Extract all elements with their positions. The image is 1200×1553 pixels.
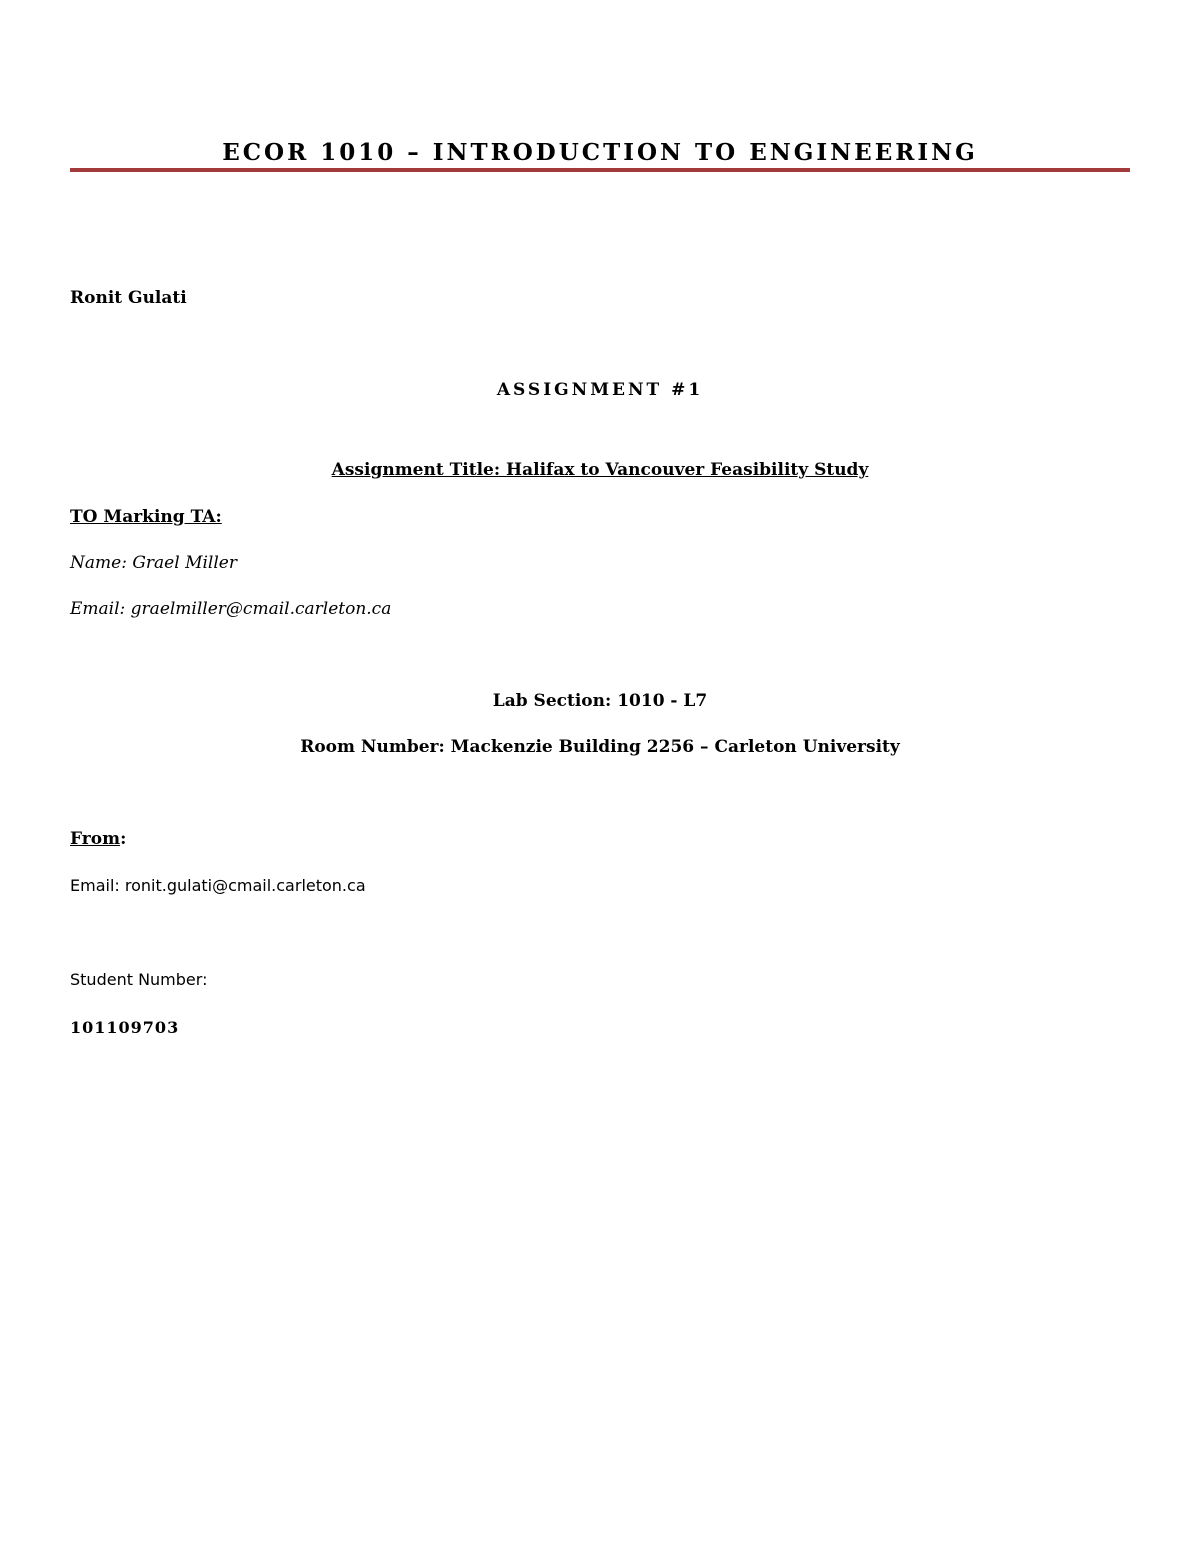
lab-section: Lab Section: 1010 - L7 (492, 691, 708, 711)
author-name: Ronit Gulati (70, 288, 187, 308)
assignment-title: Assignment Title: Halifax to Vancouver Feasibility Study (331, 460, 869, 480)
from-heading-line (70, 827, 126, 851)
student-number-label: Student Number: (70, 970, 208, 989)
assignment-label: ASSIGNMENT #1 (496, 380, 704, 400)
course-title: ECOR 1010 – INTRODUCTION TO ENGINEERING (222, 139, 978, 166)
title-divider (70, 168, 1130, 172)
sender-email: Email: ronit.gulati@cmail.carleton.ca (70, 876, 366, 895)
from-heading-colon: : (120, 829, 127, 849)
ta-name: Name: Grael Miller (70, 553, 237, 573)
from-heading: From (70, 829, 121, 849)
ta-email: Email: graelmiller@cmail.carleton.ca (70, 599, 392, 619)
room-number: Room Number: Mackenzie Building 2256 – Carleton University (300, 737, 900, 757)
student-number: 101109703 (70, 1018, 180, 1037)
to-heading: TO Marking TA: (70, 507, 222, 527)
